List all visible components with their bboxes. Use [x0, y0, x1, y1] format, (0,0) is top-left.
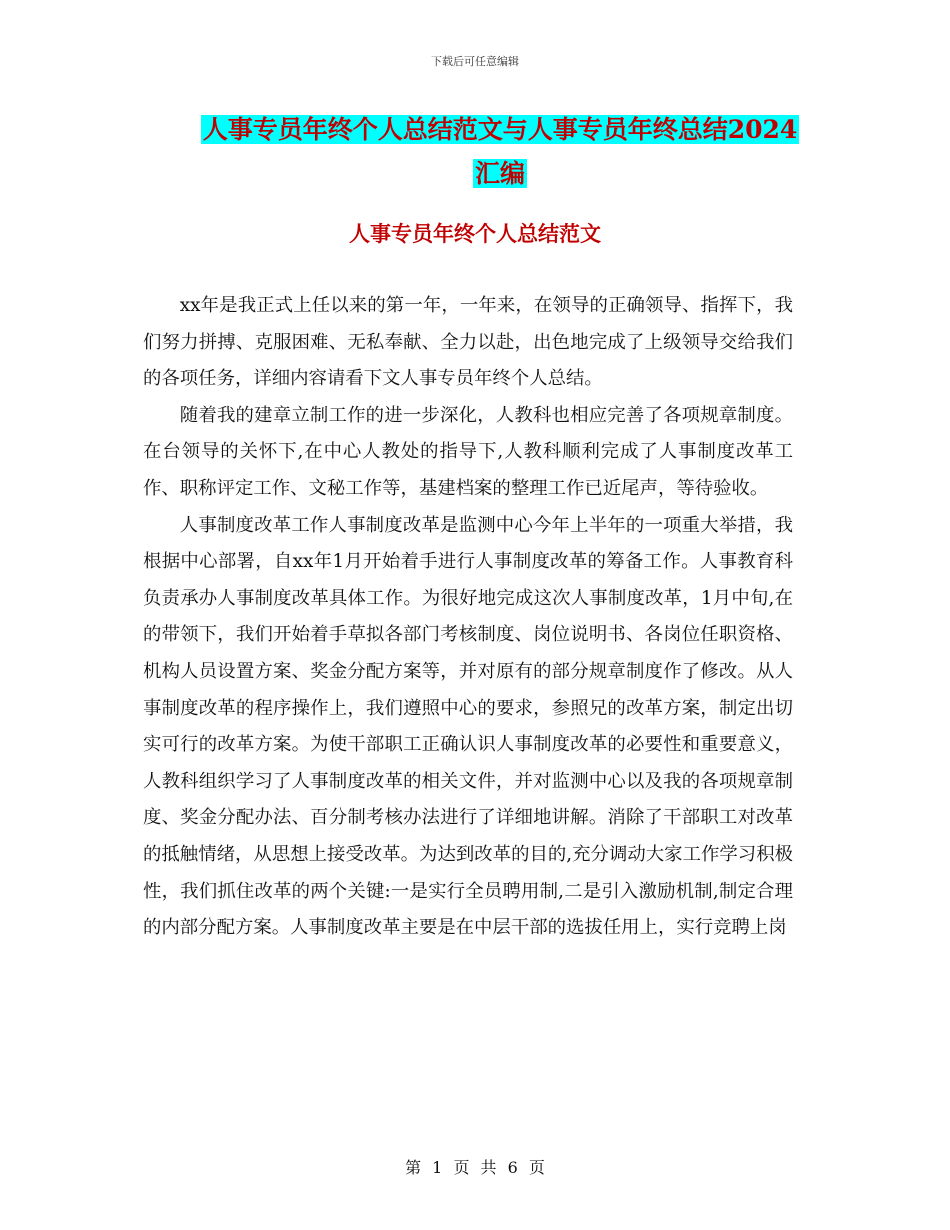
document-title — [190, 108, 810, 196]
paragraph: xx年是我正式上任以来的第一年，一年来，在领导的正确领导、指挥下，我们努力拼搏、克服困难、无私奉献、全力以赴，出色地完成了上级领导交给我们的各项任务，详细内容请看下文人事专员年终个人总结。 — [143, 295, 793, 390]
paragraph: 人事制度改革工作人事制度改革是监测中心今年上半年的一项重大举措，我根据中心部署，自xx年1月开始着手进行人事制度改革的筹备工作。人事教育科负责承办人事制度改革具体工作。为很好地完成这次人事制度改革，1月中旬,在的带领下，我们开始着手草拟各部门考核制度、岗位说明书、各岗位任职资格、机构人员设置方案、奖金分配方案等，并对原有的部分规章制度作了修改。从人事制度改革的程序操作上，我们遵照中心的要求，参照兄的改革方案，制定出切实可行的改革方案。为使干部职工正确认识人事制度改革的必要性和重要意义，人教科组织学习了人事制度改革的相关文件，并对监测中心以及我的各项规章制度、奖金分配办法、百分制考核办法进行了详细地讲解。消除了干部职工对改革的抵触情绪，从思想上接受改革。为达到改革的目的,充分调动大家工作学习积极性，我们抓住改革的两个关键:一是实行全员聘用制,二是引入激励机制,制定合理的内部分配方案。人事制度改革主要是在中层干部的选拔任用上，实行竞聘上岗 — [143, 514, 793, 939]
header-note: 下载后可任意编辑 — [431, 55, 519, 68]
page-number: 第 1 页 共 6 页 — [405, 1158, 545, 1177]
document-title-line-2: 汇编 — [474, 159, 525, 188]
body-text — [143, 288, 793, 947]
document-title-line-1: 人事专员年终个人总结范文与人事专员年终总结2024 — [202, 115, 798, 144]
paragraph: 随着我的建章立制工作的进一步深化，人教科也相应完善了各项规章制度。在台领导的关怀下,在中心人教处的指导下,人教科顺利完成了人事制度改革工作、职称评定工作、文秘工作等，基建档案的整理工作已近尾声，等待验收。 — [143, 404, 793, 499]
section-title: 人事专员年终个人总结范文 — [349, 221, 601, 246]
